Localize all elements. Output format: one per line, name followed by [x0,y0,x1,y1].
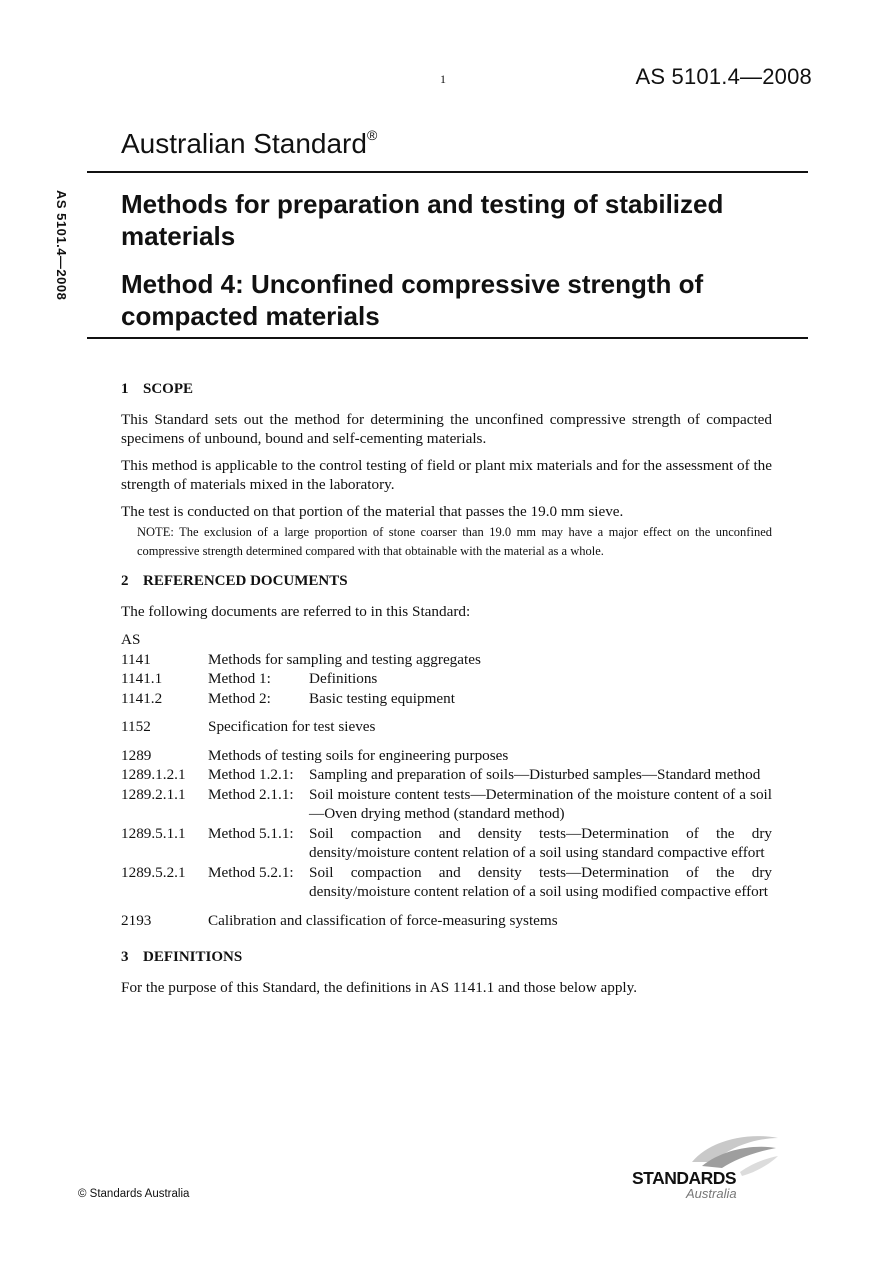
scope-paragraph: This method is applicable to the control testing of field or plant mix materials and for the assessment of the strength of materials mixed in the laboratory. [121,456,772,493]
standard-label-text: Australian Standard [121,128,367,159]
reference-title: Sampling and preparation of soils—Disturbed samples—Standard method [309,766,761,783]
section-spacer [121,930,772,948]
scope-paragraph: This Standard sets out the method for determining the unconfined compressive strength of compacted specimens of unbound, bound and self-cementing materials. [121,410,772,447]
side-standard-code: AS 5101.4—2008 [54,190,69,301]
section-heading-definitions [121,948,772,968]
reference-title: Definitions [309,670,378,687]
reference-method: Method 2: [208,689,271,707]
reference-group-label: AS [121,631,141,648]
referenced-intro: The following documents are referred to in this Standard: [121,602,471,620]
reference-code: 1141.2 [121,689,163,707]
reference-title: Methods for sampling and testing aggregates [208,650,481,668]
reference-row [121,902,772,931]
section-number: 3 [121,949,129,965]
reference-title: Calibration and classification of force-measuring systems [208,911,558,929]
reference-method: Method 5.1.1: [208,824,294,842]
reference-row [121,650,772,670]
reference-method: Method 2.1.1: [208,785,294,803]
section-title: DEFINITIONS [143,949,243,965]
standard-label [121,128,377,160]
section-heading-scope [121,380,772,400]
section-number: 2 [121,573,129,589]
reference-code: 1289.2.1.1 [121,785,186,803]
section-title: REFERENCED DOCUMENTS [143,573,348,589]
reference-code: 1289.5.1.1 [121,824,186,842]
reference-title: Soil compaction and density tests—Determination of the dry density/moisture content relation of a soil using modified compactive effort [309,863,772,900]
reference-code: 1141.1 [121,670,163,687]
reference-row [121,708,772,737]
reference-row [121,689,772,709]
logo-wordmark: STANDARDS [632,1168,737,1188]
reference-code: 1289.1.2.1 [121,766,186,783]
section-title: SCOPE [143,381,194,397]
page-number: 1 [440,72,446,86]
reference-title: Soil moisture content tests—Determination of the moisture content of a soil—Oven drying method (standard method) [309,785,772,822]
reference-row [121,863,772,902]
logo-subtext: Australia [686,1186,737,1201]
document-title: Methods for preparation and testing of stabilized materials [121,189,724,251]
section-number: 1 [121,381,129,397]
standard-code: AS 5101.4—2008 [635,64,812,89]
reference-row [121,765,772,785]
reference-title: Soil compaction and density tests—Determination of the dry density/moisture content relation of a soil using standard compactive effort [309,824,772,861]
reference-row [121,669,772,689]
reference-code: 1141 [121,650,151,668]
scope-paragraph: The test is conducted on that portion of the material that passes the 19.0 mm sieve. [121,502,624,520]
reference-code: 2193 [121,911,152,929]
top-rule [87,171,808,173]
document-body [121,380,772,1004]
reference-code: 1289 [121,746,152,764]
reference-list [121,650,772,931]
method-title: Method 4: Unconfined compressive strength of compacted materials [121,269,704,331]
reference-row [121,737,772,766]
reference-row [121,785,772,824]
copyright-notice: © Standards Australia [78,1188,190,1200]
reference-code: 1152 [121,718,151,735]
reference-title: Basic testing equipment [309,689,455,707]
reference-method: Method 1.2.1: [208,766,294,783]
scope-note: NOTE: The exclusion of a large proportion of stone coarser than 19.0 mm may have a major effect on the unconfined compressive strength determined compared with that obtainable with the material as a whole. [137,525,772,558]
reference-title: Specification for test sieves [208,718,376,735]
reference-method: Method 1: [208,670,271,687]
bottom-rule [87,337,808,339]
reference-code: 1289.5.2.1 [121,863,186,881]
section-heading-referenced-documents [121,572,772,592]
reference-title: Methods of testing soils for engineering purposes [208,746,509,764]
reference-method: Method 5.2.1: [208,863,294,881]
definitions-paragraph: For the purpose of this Standard, the definitions in AS 1141.1 and those below apply. [121,978,638,996]
registered-mark: ® [366,126,378,143]
reference-row [121,824,772,863]
